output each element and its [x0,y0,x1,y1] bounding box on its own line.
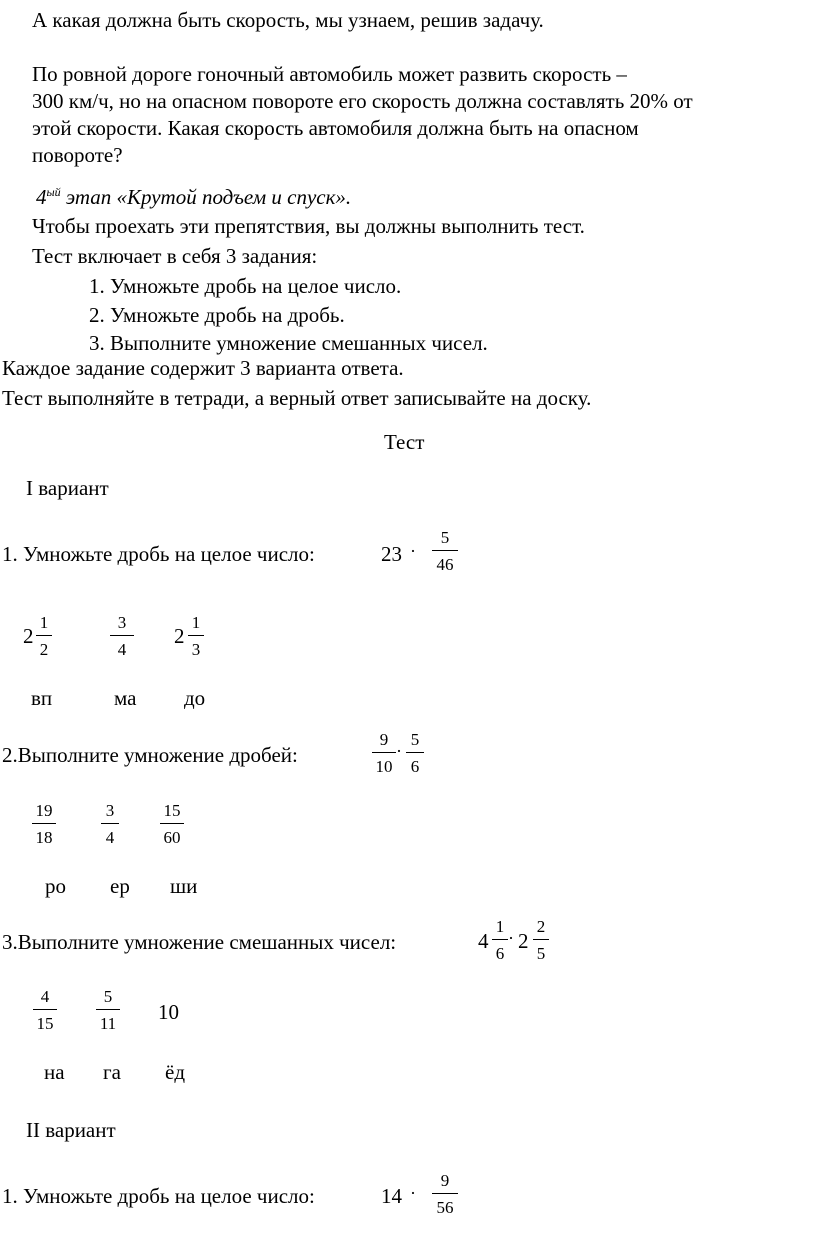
denominator: 6 [410,757,420,776]
v1-q2-code-3: ши [170,874,198,898]
multiply-dot: · [410,541,416,561]
multiply-dot: · [396,741,402,761]
denominator: 2 [39,640,49,659]
multiply-dot: · [410,1183,416,1203]
numerator: 5 [410,730,420,749]
v1-q1-whole: 23 [381,542,402,566]
stage-name: этап «Крутой подъем и спуск». [60,185,352,209]
numerator: 5 [103,987,113,1006]
fraction-bar [33,1009,57,1010]
task-item-3: 3. Выполните умножение смешанных чисел. [89,331,488,355]
problem-line-4: повороте? [32,143,123,167]
v1-q1-code-3: до [184,686,206,710]
numerator: 3 [105,801,115,820]
problem-line-1: По ровной дороге гоночный автомобиль может развить скорость – [32,62,627,86]
fraction-bar [533,939,549,940]
fraction-bar [36,635,52,636]
v1-q1-answer-1-fraction [36,614,52,658]
problem-line-3: этой скорости. Какая скорость автомобиля должна быть на опасном [32,116,639,140]
v1-q2-answer-1-fraction [32,802,56,846]
denominator: 3 [191,640,201,659]
denominator: 4 [117,640,127,659]
v1-q3-label: 3.Выполните умножение смешанных чисел: [2,930,397,954]
intro-line: А какая должна быть скорость, мы узнаем, решив задачу. [32,8,544,32]
v1-q2-code-1: ро [45,874,66,898]
v1-q3-answer-3-value: 10 [158,1000,179,1024]
stage-title [36,186,351,208]
numerator: 15 [163,801,181,820]
test-heading: Тест [384,430,425,454]
v1-q2-answer-2-fraction [101,802,119,846]
denominator: 4 [105,828,115,847]
v1-q1-answer-3-fraction [188,614,204,658]
denominator: 15 [36,1014,54,1033]
v2-q1-whole: 14 [381,1184,402,1208]
stage-line-1: Чтобы проехать эти препятствия, вы должны выполнить тест. [32,214,585,238]
task-item-1: 1. Умножьте дробь на целое число. [89,274,402,298]
v1-q1-fraction [432,529,458,573]
task-item-2: 2. Умножьте дробь на дробь. [89,303,345,327]
variant-2-title: II вариант [26,1118,116,1142]
denominator: 11 [99,1014,117,1033]
v1-q1-code-1: вп [31,686,53,710]
v1-q3-answer-2-fraction [96,988,120,1032]
v1-q3-whole-2: 2 [518,929,529,953]
fraction-bar [432,550,458,551]
stage-number: 4 [36,185,47,209]
variant-1-title: I вариант [26,476,109,500]
fraction-bar [110,635,134,636]
v1-q3-code-3: ёд [165,1060,186,1084]
fraction-bar [432,1193,458,1194]
fraction-bar [101,823,119,824]
v1-q1-answer-2-fraction [110,614,134,658]
numerator: 19 [35,801,53,820]
note-line-2: Тест выполняйте в тетради, а верный ответ записывайте на доску. [2,386,592,410]
v1-q2-fraction-1 [372,731,396,775]
v2-q1-label: 1. Умножьте дробь на целое число: [2,1184,315,1208]
fraction-bar [188,635,204,636]
denominator: 60 [163,828,181,847]
numerator: 1 [39,613,49,632]
fraction-bar [160,823,184,824]
v1-q1-answer-1-whole: 2 [23,624,34,648]
fraction-bar [96,1009,120,1010]
numerator: 2 [536,917,546,936]
multiply-dot: · [508,928,514,948]
v1-q3-code-1: на [44,1060,65,1084]
v2-q1-fraction [432,1172,458,1216]
numerator: 9 [379,730,389,749]
v1-q2-label: 2.Выполните умножение дробей: [2,743,298,767]
note-line-1: Каждое задание содержит 3 варианта ответа. [2,356,404,380]
numerator: 1 [495,917,505,936]
denominator: 18 [35,828,53,847]
stage-line-2: Тест включает в себя 3 задания: [32,244,318,268]
numerator: 1 [191,613,201,632]
denominator: 10 [375,757,393,776]
fraction-bar [406,752,424,753]
fraction-bar [32,823,56,824]
v1-q2-answer-3-fraction [160,802,184,846]
problem-line-2: 300 км/ч, но на опасном повороте его скорость должна составлять 20% от [32,89,693,113]
numerator: 4 [40,987,50,1006]
v1-q1-label: 1. Умножьте дробь на целое число: [2,542,315,566]
v1-q1-code-2: ма [114,686,137,710]
numerator: 9 [440,1171,450,1190]
fraction-bar [492,939,508,940]
denominator: 46 [436,555,454,574]
v1-q3-fraction-2 [533,918,549,962]
denominator: 5 [536,944,546,963]
v1-q2-code-2: ер [110,874,130,898]
v1-q3-code-2: га [103,1060,121,1084]
denominator: 56 [436,1198,454,1217]
v1-q1-answer-3-whole: 2 [174,624,185,648]
denominator: 6 [495,944,505,963]
v1-q2-fraction-2 [406,731,424,775]
fraction-bar [372,752,396,753]
numerator: 3 [117,613,127,632]
v1-q3-whole-1: 4 [478,929,489,953]
stage-suffix: ый [46,185,61,199]
v1-q3-fraction-1 [492,918,508,962]
v1-q3-answer-1-fraction [33,988,57,1032]
numerator: 5 [440,528,450,547]
